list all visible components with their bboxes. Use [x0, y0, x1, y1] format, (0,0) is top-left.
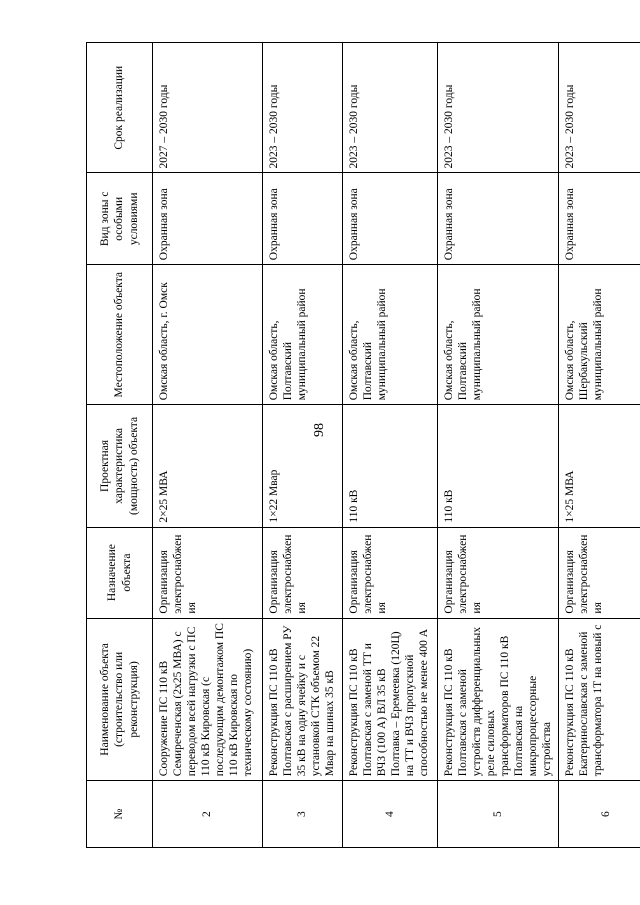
row-location: Омская область, Полтавский муниципальный район	[263, 265, 343, 405]
row-zone: Охранная зона	[263, 173, 343, 265]
header-zone: Вид зоны с особыми условиями	[87, 173, 153, 265]
row-characteristic: 110 кВ	[343, 405, 438, 527]
table-row	[263, 43, 343, 848]
row-name: Реконструкция ПС 110 кВ Полтавская с заменой ТТ и ВЧЗ (100 А) ВЛ 35 кВ Полтавка – Еремеевка (120Ц) на ТТ и ВЧЗ пропускной способностью не менее 400 А	[343, 618, 438, 781]
page-number: 98	[312, 423, 327, 437]
row-num: 2	[153, 781, 263, 848]
table-row	[438, 43, 559, 848]
row-term: 2023 – 2030 годы	[263, 43, 343, 173]
header-characteristic: Проектная характеристика (мощность) объекта	[87, 405, 153, 527]
row-location: Омская область, г. Омск	[153, 265, 263, 405]
row-name: Реконструкция ПС 110 кВ Екатеринославская с заменой трансформатора 1Т на новый с	[559, 618, 640, 781]
row-purpose: Организация электроснабжения	[153, 527, 263, 618]
table-row	[153, 43, 263, 848]
header-term: Срок реализации	[87, 43, 153, 173]
row-name: Сооружение ПС 110 кВ Семиреченская (2х25 МВА) с переводом всей нагрузки с ПС 110 кВ Кировская (с последующим демонтажом ПС 110 кВ Кировская по техническому состоянию)	[153, 618, 263, 781]
table-row	[559, 43, 640, 848]
row-location: Омская область, Полтавский муниципальный район	[438, 265, 559, 405]
row-purpose: Организация электроснабжения	[343, 527, 438, 618]
row-num: 4	[343, 781, 438, 848]
objects-table	[86, 42, 640, 848]
row-term: 2023 – 2030 годы	[438, 43, 559, 173]
header-num: №	[87, 781, 153, 848]
row-purpose: Организация электроснабжения	[263, 527, 343, 618]
row-zone: Охранная зона	[153, 173, 263, 265]
header-purpose: Назначение объекта	[87, 527, 153, 618]
row-zone: Охранная зона	[438, 173, 559, 265]
row-num: 5	[438, 781, 559, 848]
row-characteristic: 1×25 МВА	[559, 405, 640, 527]
row-location: Омская область, Шербакульский муниципальный район	[559, 265, 640, 405]
row-name: Реконструкция ПС 110 кВ Полтавская с заменой устройств дифференциальных реле силовых трансформаторов ПС 110 кВ Полтавская на микропроцессорные устройства	[438, 618, 559, 781]
header-name: Наименование объекта (строительство или реконструкция)	[87, 618, 153, 781]
row-purpose: Организация электроснабжения	[438, 527, 559, 618]
table-header-row	[87, 43, 153, 848]
row-characteristic: 1×22 Мвар	[263, 405, 343, 527]
row-zone: Охранная зона	[343, 173, 438, 265]
row-name: Реконструкция ПС 110 кВ Полтавская с расширением РУ 35 кВ на одну ячейку и с установкой СТК объемом 22 Мвар на шинах 35 кВ	[263, 618, 343, 781]
table-row	[343, 43, 438, 848]
row-purpose: Организация электроснабжения	[559, 527, 640, 618]
row-term: 2023 – 2030 годы	[343, 43, 438, 173]
row-zone: Охранная зона	[559, 173, 640, 265]
row-num: 6	[559, 781, 640, 848]
row-term: 2023 – 2030 годы	[559, 43, 640, 173]
row-term: 2027 – 2030 годы	[153, 43, 263, 173]
row-characteristic: 110 кВ	[438, 405, 559, 527]
row-characteristic: 2×25 МВА	[153, 405, 263, 527]
rotated-table-container	[86, 42, 631, 848]
row-num: 3	[263, 781, 343, 848]
row-location: Омская область, Полтавский муниципальный район	[343, 265, 438, 405]
header-location: Местоположение объекта	[87, 265, 153, 405]
